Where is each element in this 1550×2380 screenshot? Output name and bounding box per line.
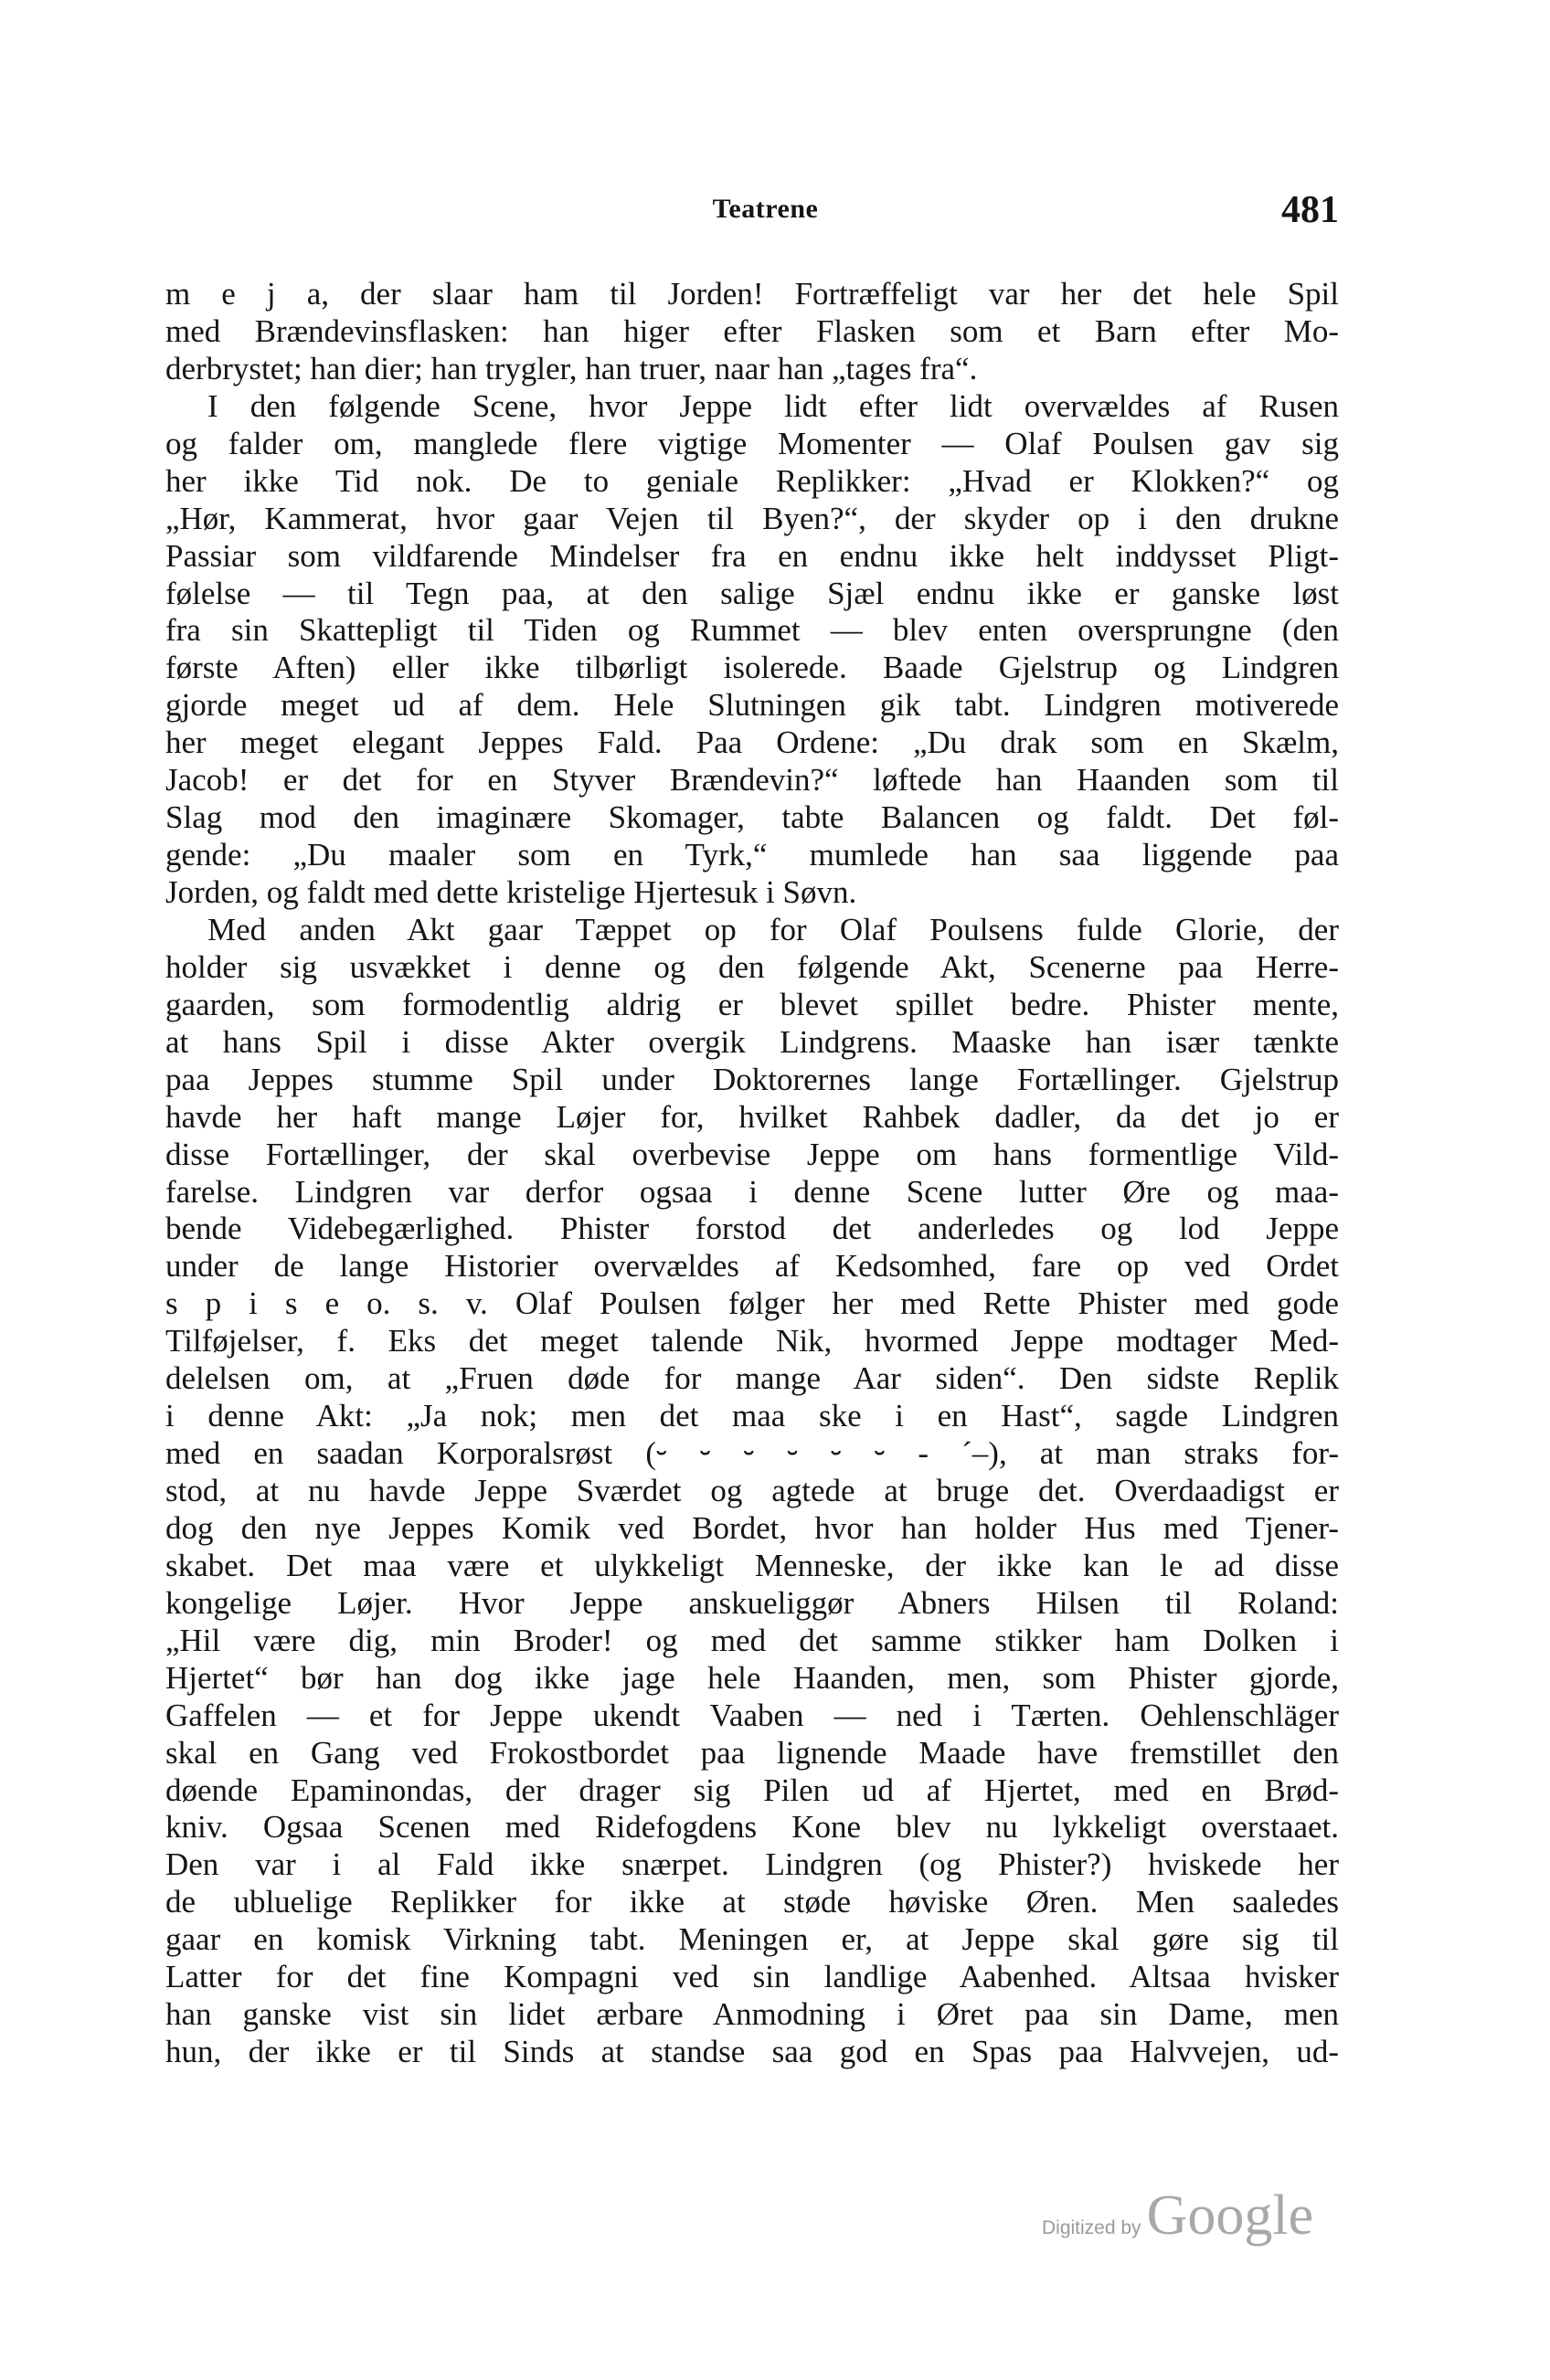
text-line: gaar en komisk Virkning tabt. Meningen er, at Jeppe skal gøre sig til (165, 1921, 1339, 1958)
text-line: Passiar som vildfarende Mindelser fra en endnu ikke helt inddysset Pligt- (165, 537, 1339, 574)
text-line: Med anden Akt gaar Tæppet op for Olaf Poulsens fulde Glorie, der (207, 911, 1339, 947)
google-logo: Google (1146, 2184, 1314, 2247)
text-line: dog den nye Jeppes Komik ved Bordet, hvor han holder Hus med Tjener- (165, 1509, 1339, 1546)
text-line: stod, at nu havde Jeppe Sværdet og agtede at bruge det. Overdaadigst er (165, 1473, 1339, 1508)
text-line: Jorden, og faldt med dette kristelige Hjertesuk i Søvn. (165, 874, 857, 910)
running-head-title: Teatrene (712, 194, 819, 224)
text-line: under de lange Historier overvældes af Kedsomhed, fare op ved Ordet (165, 1248, 1339, 1285)
text-line: døende Epaminondas, der drager sig Pilen ud af Hjertet, med en Brød- (165, 1772, 1339, 1808)
watermark-prefix: Digitized by (1042, 2217, 1141, 2238)
text-line: derbrystet; han dier; han trygler, han truer, naar han „tages fra“. (165, 350, 978, 386)
text-line: gjorde meget ud af dem. Hele Slutningen gik tabt. Lindgren motiverede (165, 687, 1339, 724)
text-line: Den var i al Fald ikke snærpet. Lindgren (og Phister?) hviskede her (165, 1846, 1339, 1883)
text-line: Hjertet“ bør han dog ikke jage hele Haanden, men, som Phister gjorde, (165, 1659, 1339, 1696)
text-line: havde her haft mange Løjer for, hvilket Rahbek dadler, da det jo er (165, 1098, 1339, 1135)
text-line: Slag mod den imaginære Skomager, tabte Balancen og faldt. Det føl- (165, 799, 1339, 836)
text-line: fra sin Skattepligt til Tiden og Rummet — blev enten oversprungne (den (165, 612, 1339, 649)
text-line: delelsen om, at „Fruen døde for mange Aar siden“. Den sidste Replik (165, 1360, 1339, 1397)
text-line: paa Jeppes stumme Spil under Doktorernes lange Fortællinger. Gjelstrup (165, 1061, 1339, 1097)
text-line: Jacob! er det for en Styver Brændevin?“ løftede han Haanden som til (165, 762, 1339, 799)
text-line: hun, der ikke er til Sinds at standse saa god en Spas paa Halvvejen, ud- (165, 2034, 1339, 2070)
text-line: med en saadan Korporalsrøst (⏑ ⏑ ⏑ ⏑ ⏑ ⏑ - ´–), at man straks for- (165, 1435, 1339, 1472)
text-line: Latter for det fine Kompagni ved sin landlige Aabenhed. Altsaa hvisker (165, 1959, 1339, 1995)
text-line: s p i s e o. s. v. Olaf Poulsen følger her med Rette Phister med gode (165, 1285, 1339, 1322)
text-line: han ganske vist sin lidet ærbare Anmodning i Øret paa sin Dame, men (165, 1996, 1339, 2033)
text-line: holder sig usvækket i denne og den følgende Akt, Scenerne paa Herre- (165, 948, 1339, 985)
text-line: disse Fortællinger, der skal overbevise Jeppe om hans formentlige Vild- (165, 1136, 1339, 1172)
digitized-by-google-watermark (1042, 2184, 1313, 2248)
text-line: „Hør, Kammerat, hvor gaar Vejen til Byen?“, der skyder op i den drukne (165, 500, 1339, 536)
text-line: Gaffelen — et for Jeppe ukendt Vaaben — ned i Tærten. Oehlenschläger (165, 1697, 1339, 1733)
text-line: gende: „Du maaler som en Tyrk,“ mumlede han saa liggende paa (165, 837, 1339, 873)
text-line: første Aften) eller ikke tilbørligt isolerede. Baade Gjelstrup og Lindgren (165, 650, 1339, 686)
text-line: i denne Akt: „Ja nok; men det maa ske i en Hast“, sagde Lindgren (165, 1398, 1339, 1434)
page-number: 481 (1281, 189, 1339, 231)
text-line: bende Videbegærlighed. Phister forstod det anderledes og lod Jeppe (165, 1211, 1339, 1247)
text-line: og falder om, manglede flere vigtige Momenter — Olaf Poulsen gav sig (165, 425, 1339, 461)
running-head (192, 189, 1339, 239)
text-line: de ubluelige Replikker for ikke at støde høviske Øren. Men saaledes (165, 1884, 1339, 1920)
text-line: Tilføjelser, f. Eks det meget talende Nik, hvormed Jeppe modtager Med- (165, 1323, 1339, 1359)
text-line: med Brændevinsflasken: han higer efter Flasken som et Barn efter Mo- (165, 312, 1339, 349)
body-text (165, 276, 1339, 2071)
text-line: „Hil være dig, min Broder! og med det samme stikker ham Dolken i (165, 1622, 1339, 1658)
text-line: at hans Spil i disse Akter overgik Lindgrens. Maaske han især tænkte (165, 1023, 1339, 1060)
text-line: m e j a, der slaar ham til Jorden! Fortræffeligt var her det hele Spil (165, 276, 1339, 312)
text-line: her ikke Tid nok. De to geniale Replikker: „Hvad er Klokken?“ og (165, 462, 1339, 499)
text-line: kniv. Ogsaa Scenen med Ridefogdens Kone blev nu lykkeligt overstaaet. (165, 1809, 1339, 1846)
text-line: kongelige Løjer. Hvor Jeppe anskueliggør Abners Hilsen til Roland: (165, 1584, 1339, 1621)
text-line: gaarden, som formodentlig aldrig er blevet spillet bedre. Phister mente, (165, 986, 1339, 1022)
text-line: her meget elegant Jeppes Fald. Paa Ordene: „Du drak som en Skælm, (165, 725, 1339, 761)
text-line: følelse — til Tegn paa, at den salige Sjæl endnu ikke er ganske løst (165, 575, 1339, 611)
text-line: I den følgende Scene, hvor Jeppe lidt efter lidt overvældes af Rusen (207, 387, 1339, 424)
text-line: skal en Gang ved Frokostbordet paa lignende Maade have fremstillet den (165, 1734, 1339, 1771)
text-line: farelse. Lindgren var derfor ogsaa i denne Scene lutter Øre og maa- (165, 1173, 1339, 1210)
text-line: skabet. Det maa være et ulykkeligt Menneske, der ikke kan le ad disse (165, 1547, 1339, 1583)
